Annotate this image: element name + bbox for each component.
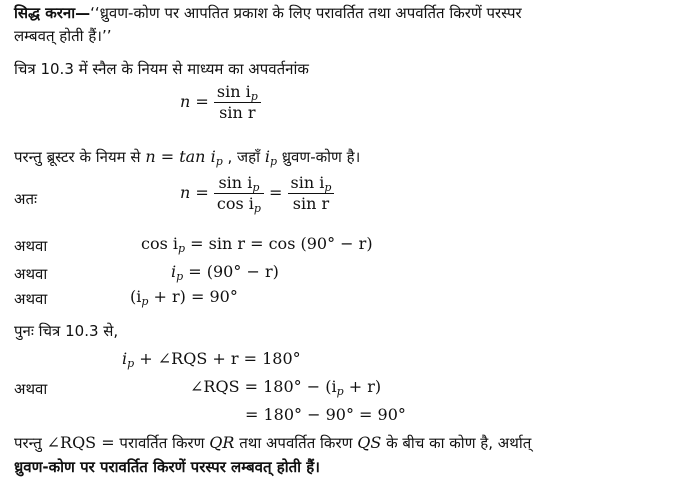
equation-n-ratio: n = $\frac{\sin i_p}{\cos i_p}$ = $\frac{\sin i_p}{\text{sin r}}$ (180, 173, 334, 214)
prove-heading: सिद्ध करना— (14, 4, 91, 22)
fraction: $\frac{\sin i_p}{\text{sin r}}$ (214, 82, 261, 123)
statement-line-1 (14, 4, 522, 22)
fraction: $\frac{\sin i_p}{\cos i_p}$ (214, 173, 264, 214)
or-label: अथवा (14, 290, 48, 308)
fraction: $\frac{\sin i_p}{\text{sin r}}$ (288, 173, 335, 214)
equation-ip: $i_p = (90^\circ - r)$ (171, 262, 279, 283)
equation-rqs: ∠RQS = $180^\circ - (i_p + r)$ (190, 377, 382, 398)
conclusion-line-2: ध्रुवण-कोण पर परावर्तित किरणें परस्पर लम्बवत् होती हैं। (14, 458, 320, 476)
equation-cos: $\cos i_p = \sin r = \cos (90^\circ - r)$ (141, 234, 373, 255)
again-fig-line: पुनः चित्र 10.3 से, (14, 322, 119, 340)
or-label: अथवा (14, 265, 48, 283)
conclusion-line-1: परन्तु ∠RQS = परावर्तित किरण QR तथा अपवर्तित किरण QS के बीच का कोण है, अर्थात् (14, 433, 532, 452)
statement-line-2: लम्बवत् होती हैं।’’ (14, 27, 112, 45)
equation-sum-90: $(i_p + r) = 90^\circ$ (130, 287, 238, 308)
or-label: अथवा (14, 380, 48, 398)
snell-law-intro: चित्र 10.3 में स्नैल के नियम से माध्यम का अपवर्तनांक (14, 60, 309, 78)
therefore-label: अतः (14, 190, 38, 208)
statement-text: ‘‘ध्रुवण-कोण पर आपतित प्रकाश के लिए परावर्तित तथा अपवर्तित किरणें परस्पर (90, 4, 522, 22)
equation-refractive-index: n = $\frac{\sin i_p}{\text{sin r}}$ (180, 82, 261, 123)
equation-angle-sum: $i_p$ + ∠RQS + r = 180° (122, 349, 301, 370)
equation-result-90: = 180° − 90° = 90° (245, 405, 406, 424)
or-label: अथवा (14, 237, 48, 255)
brewster-law-line: परन्तु ब्रूस्टर के नियम से $n = \tan i_p$ , जहाँ $i_p$ ध्रुवण-कोण है। (14, 147, 361, 168)
